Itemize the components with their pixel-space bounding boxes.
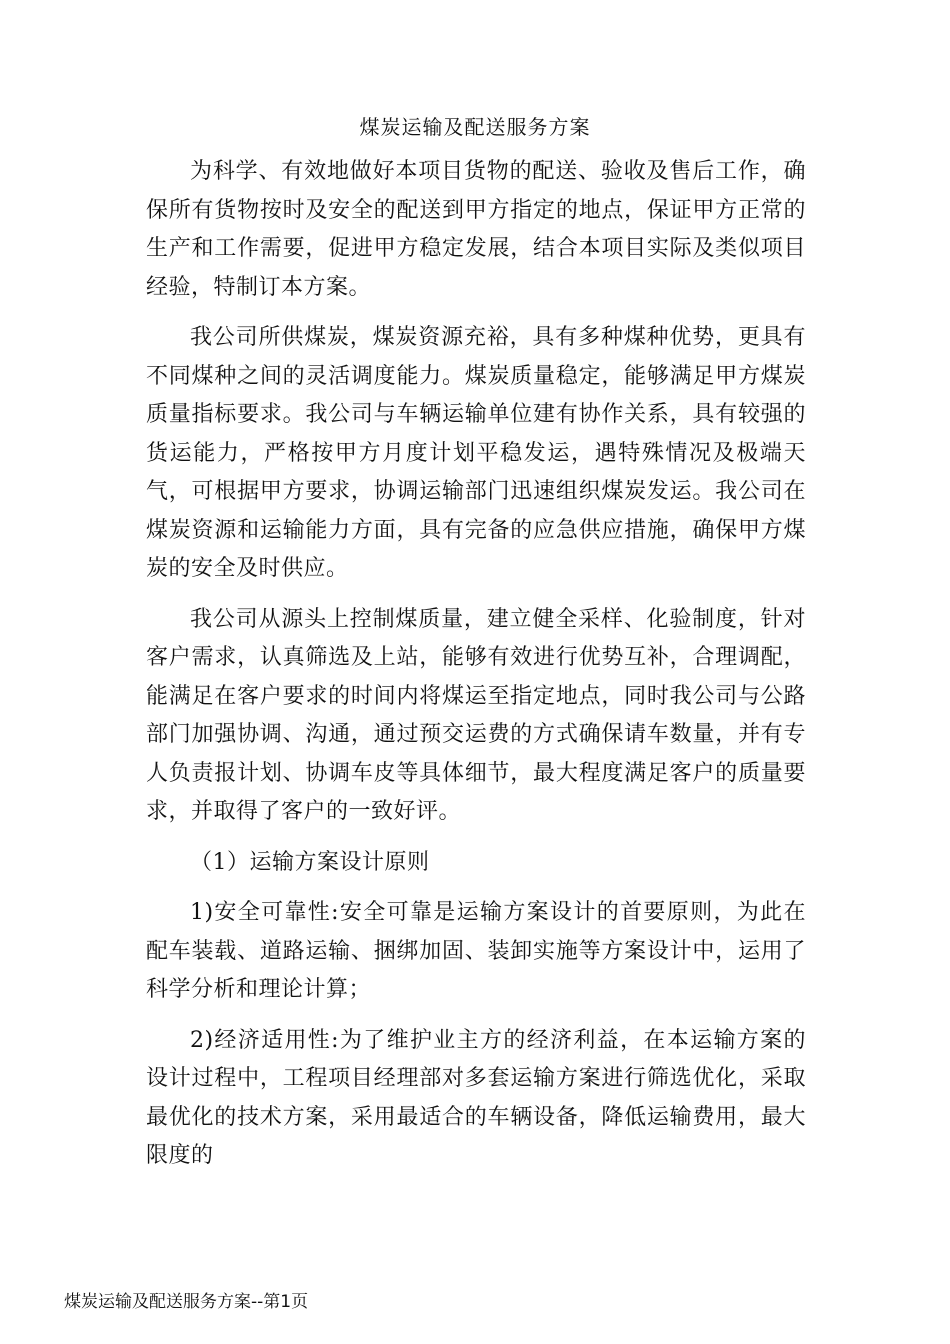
section-heading-design-principles: （1）运输方案设计原则 <box>190 849 430 875</box>
document-title: 煤炭运输及配送服务方案 <box>359 115 591 139</box>
page-footer: 煤炭运输及配送服务方案--第1页 <box>64 1292 309 1312</box>
paragraph-quality-control: 我公司从源头上控制煤质量，建立健全采样、化验制度，针对客户需求，认真筛选及上站，能够有效进行优势互补，合理调配，能满足在客户要求的时间内将煤运至指定地点，同时我公司与公路部门加强协调、沟通，通过预交运费的方式确保请车数量，并有专人负责报计划、协调车皮等具体细节，最大程度满足客户的质量要求，并取得了客户的一致好评。 <box>146 606 806 824</box>
paragraph-economic-applicability: 2)经济适用性:为了维护业主方的经济利益，在本运输方案的设计过程中，工程项目经理部对多套运输方案进行筛选优化，采取最优化的技术方案，采用最适合的车辆设备，降低运输费用，最大限度的 <box>146 1027 806 1168</box>
paragraph-safety-reliability: 1)安全可靠性:安全可靠是运输方案设计的首要原则，为此在配车装载、道路运输、捆绑加固、装卸实施等方案设计中，运用了科学分析和理论计算； <box>146 900 806 1002</box>
paragraph-intro: 为科学、有效地做好本项目货物的配送、验收及售后工作，确保所有货物按时及安全的配送到甲方指定的地点，保证甲方正常的生产和工作需要，促进甲方稳定发展，结合本项目实际及类似项目经验，特制订本方案。 <box>146 159 806 300</box>
paragraph-coal-supply: 我公司所供煤炭，煤炭资源充裕，具有多种煤种优势，更具有不同煤种之间的灵活调度能力。煤炭质量稳定，能够满足甲方煤炭质量指标要求。我公司与车辆运输单位建有协作关系，具有较强的货运能力，严格按甲方月度计划平稳发运，遇特殊情况及极端天气，可根据甲方要求，协调运输部门迅速组织煤炭发运。我公司在煤炭资源和运输能力方面，具有完备的应急供应措施，确保甲方煤炭的安全及时供应。 <box>146 325 806 581</box>
document-body <box>146 153 806 1188</box>
